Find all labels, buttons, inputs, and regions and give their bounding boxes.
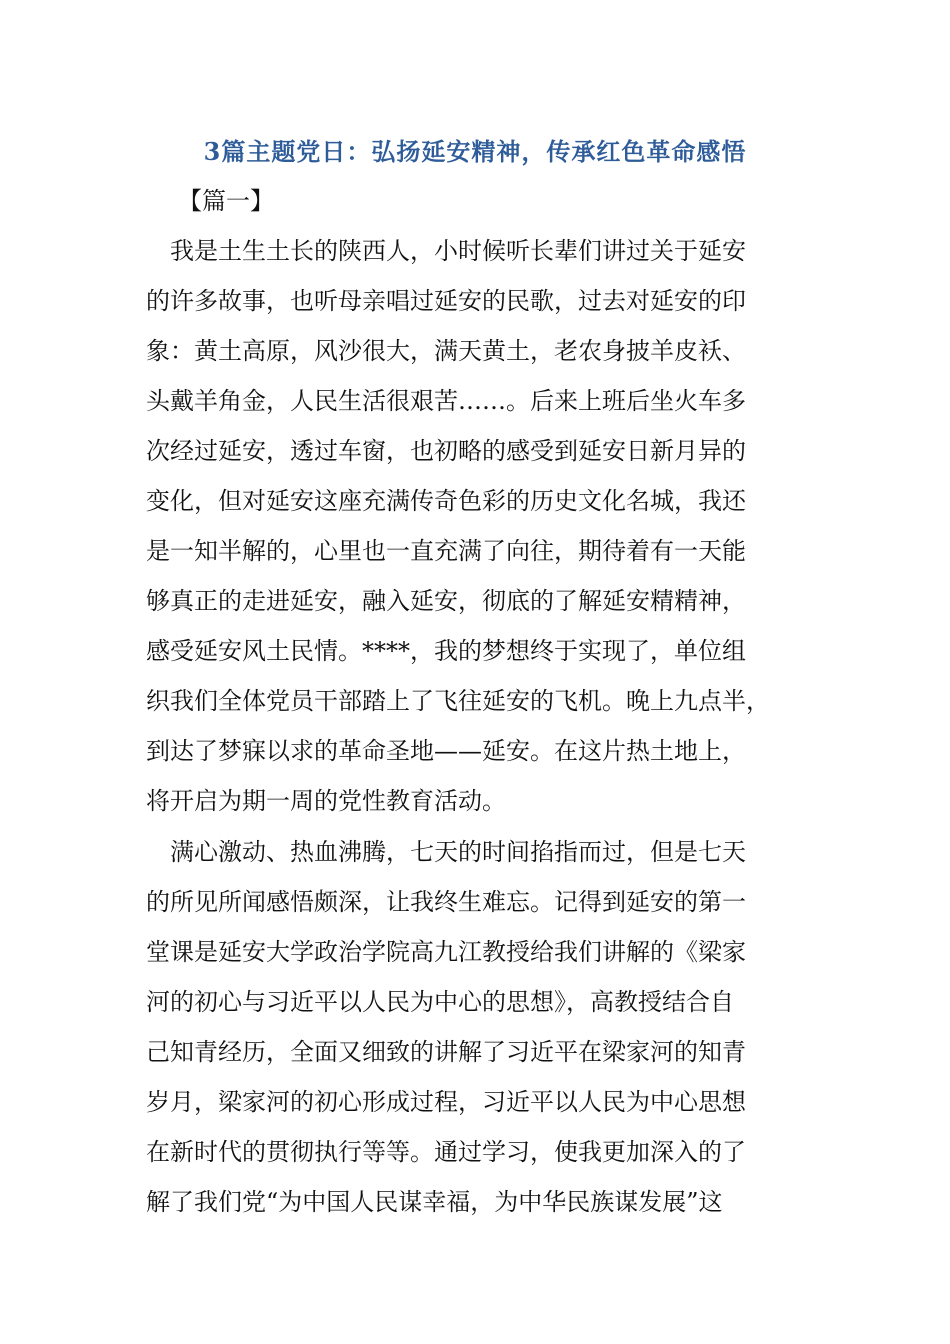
paragraph-line: 岁月，梁家河的初心形成过程，习近平以人民为中心思想 — [146, 1088, 746, 1116]
paragraph-line: 感受延安风土民情。****，我的梦想终于实现了，单位组 — [146, 637, 746, 665]
paragraph-1 — [146, 226, 806, 826]
paragraph-line: 够真正的走进延安，融入延安，彻底的了解延安精精神， — [146, 587, 746, 615]
paragraph-line: 满心激动、热血沸腾，七天的时间掐指而过，但是七天 — [146, 838, 746, 866]
paragraph-2 — [146, 827, 806, 1227]
paragraph-line: 的许多故事，也听母亲唱过延安的民歌，过去对延安的印 — [146, 287, 746, 315]
section-label: 【篇一】 — [178, 187, 274, 215]
paragraph-line: 己知青经历，全面又细致的讲解了习近平在梁家河的知青 — [146, 1038, 746, 1066]
paragraph-line: 我是土生土长的陕西人，小时候听长辈们讲过关于延安 — [146, 237, 746, 265]
paragraph-line: 头戴羊角金，人民生活很艰苦……。后来上班后坐火车多 — [146, 387, 746, 415]
paragraph-line: 次经过延安，透过车窗，也初略的感受到延安日新月异的 — [146, 437, 746, 465]
paragraph-line: 是一知半解的，心里也一直充满了向往，期待着有一天能 — [146, 537, 746, 565]
paragraph-line: 解了我们党“为中国人民谋幸福，为中华民族谋发展”这 — [146, 1188, 723, 1216]
paragraph-line: 堂课是延安大学政治学院高九江教授给我们讲解的《梁家 — [146, 938, 746, 966]
paragraph-line: 在新时代的贯彻执行等等。通过学习，使我更加深入的了 — [146, 1138, 746, 1166]
paragraph-line: 将开启为期一周的党性教育活动。 — [146, 787, 506, 815]
paragraph-line: 织我们全体党员干部踏上了飞往延安的飞机。晚上九点半， — [146, 687, 770, 715]
paragraph-line: 的所见所闻感悟颇深，让我终生难忘。记得到延安的第一 — [146, 888, 746, 916]
paragraph-line: 变化，但对延安这座充满传奇色彩的历史文化名城，我还 — [146, 487, 746, 515]
paragraph-line: 象：黄土高原，风沙很大，满天黄土，老农身披羊皮袄、 — [146, 337, 746, 365]
document-title: 3篇主题党日：弘扬延安精神，传承红色革命感悟 — [203, 137, 747, 166]
paragraph-line: 河的初心与习近平以人民为中心的思想》，高教授结合自 — [146, 988, 734, 1016]
paragraph-line: 到达了梦寐以求的革命圣地——延安。在这片热土地上， — [146, 737, 746, 765]
